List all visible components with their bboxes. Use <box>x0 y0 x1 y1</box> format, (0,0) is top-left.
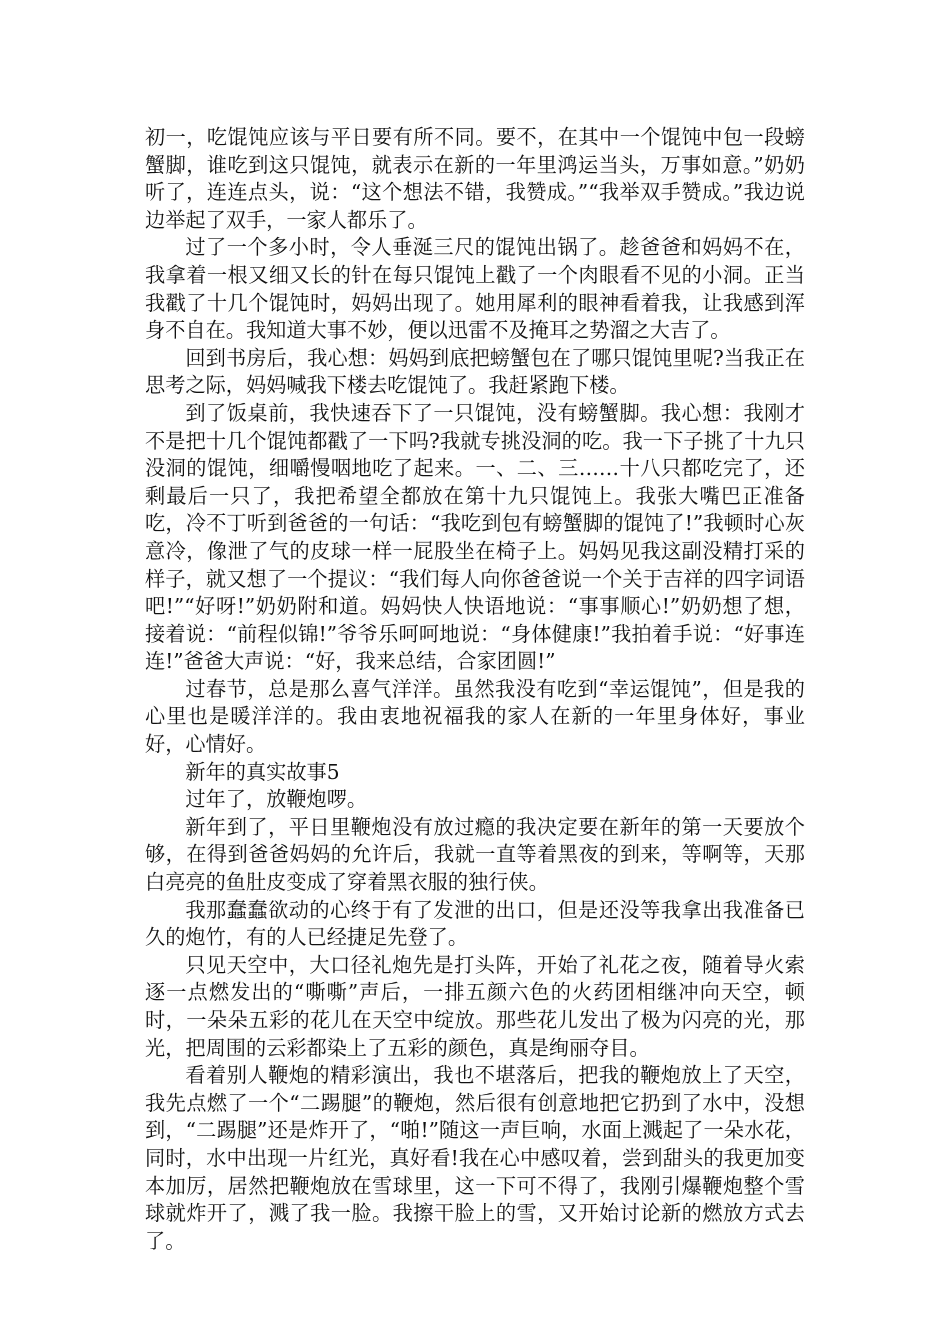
paragraph-7: 过年了，放鞭炮啰。 <box>185 787 368 812</box>
paragraph-10: 只见天空中，大口径礼炮先是打头阵，开始了礼花之夜，随着导火索逐一点燃发出的“嘶嘶”声后，一排五颜六色的火药团相继冲向天空，顿时，一朵朵五彩的花儿在天空中绽放。那些花儿发出了极为闪亮的光，那光，把周围的云彩都染上了五彩的颜色，真是绚丽夺目。 <box>145 952 805 1060</box>
paragraph-11: 看着别人鞭炮的精彩演出，我也不堪落后，把我的鞭炮放上了天空，我先点燃了一个“二踢腿”的鞭炮，然后很有创意地把它扔到了水中，没想到，“二踢腿”还是炸开了，“啪!”随这一声巨响，水面上溅起了一朵水花，同时，水中出现一片红光，真好看!我在心中感叹着，尝到甜头的我更加变本加厉，居然把鞭炮放在雪球里，这一下可不得了，我刚引爆鞭炮整个雪球就炸开了，溅了我一脸。我擦干脸上的雪，又开始讨论新的燃放方式去了。 <box>145 1063 805 1253</box>
paragraph-9: 我那蠢蠢欲动的心终于有了发泄的出口，但是还没等我拿出我准备已久的炮竹，有的人已经捷足先登了。 <box>145 897 805 950</box>
story-heading: 新年的真实故事5 <box>185 759 340 784</box>
document-page <box>145 124 805 1255</box>
paragraph-5: 过春节，总是那么喜气洋洋。虽然我没有吃到“幸运馄饨”，但是我的心里也是暖洋洋的。我由衷地祝福我的家人在新的一年里身体好，事业好，心情好。 <box>145 676 805 757</box>
paragraph-3: 回到书房后，我心想：妈妈到底把螃蟹包在了哪只馄饨里呢?当我正在思考之际，妈妈喊我下楼去吃馄饨了。我赶紧跑下楼。 <box>145 345 805 398</box>
paragraph-2: 过了一个多小时，令人垂涎三尺的馄饨出锅了。趁爸爸和妈妈不在，我拿着一根又细又长的针在每只馄饨上戳了一个肉眼看不见的小洞。正当我戳了十几个馄饨时，妈妈出现了。她用犀利的眼神看着我，让我感到浑身不自在。我知道大事不妙，便以迅雷不及掩耳之势溜之大吉了。 <box>145 235 805 343</box>
paragraph-4: 到了饭桌前，我快速吞下了一只馄饨，没有螃蟹脚。我心想：我刚才不是把十几个馄饨都戳了一下吗?我就专挑没洞的吃。我一下子挑了十九只没洞的馄饨，细嚼慢咽地吃了起来。一、二、三……十八只都吃完了，还剩最后一只了，我把希望全都放在第十九只馄饨上。我张大嘴巴正准备吃，冷不丁听到爸爸的一句话：“我吃到包有螃蟹脚的馄饨了!”我顿时心灰意冷，像泄了气的皮球一样一屁股坐在椅子上。妈妈见我这副没精打采的样子，就又想了一个提议：“我们每人向你爸爸说一个关于吉祥的四字词语吧!”“好呀!”奶奶附和道。妈妈快人快语地说：“事事顺心!”奶奶想了想，接着说：“前程似锦!”爷爷乐呵呵地说：“身体健康!”我拍着手说：“好事连连!”爸爸大声说：“好，我来总结，合家团圆!” <box>145 400 805 674</box>
paragraph-1: 初一，吃馄饨应该与平日要有所不同。要不，在其中一个馄饨中包一段螃蟹脚，谁吃到这只馄饨，就表示在新的一年里鸿运当头，万事如意。”奶奶听了，连连点头，说：“这个想法不错，我赞成。”“我举双手赞成。”我边说边举起了双手，一家人都乐了。 <box>145 125 805 232</box>
paragraph-8: 新年到了，平日里鞭炮没有放过瘾的我决定要在新年的第一天要放个够，在得到爸爸妈妈的允许后，我就一直等着黑夜的到来，等啊等，天那白亮亮的鱼肚皮变成了穿着黑衣服的独行侠。 <box>145 814 805 895</box>
